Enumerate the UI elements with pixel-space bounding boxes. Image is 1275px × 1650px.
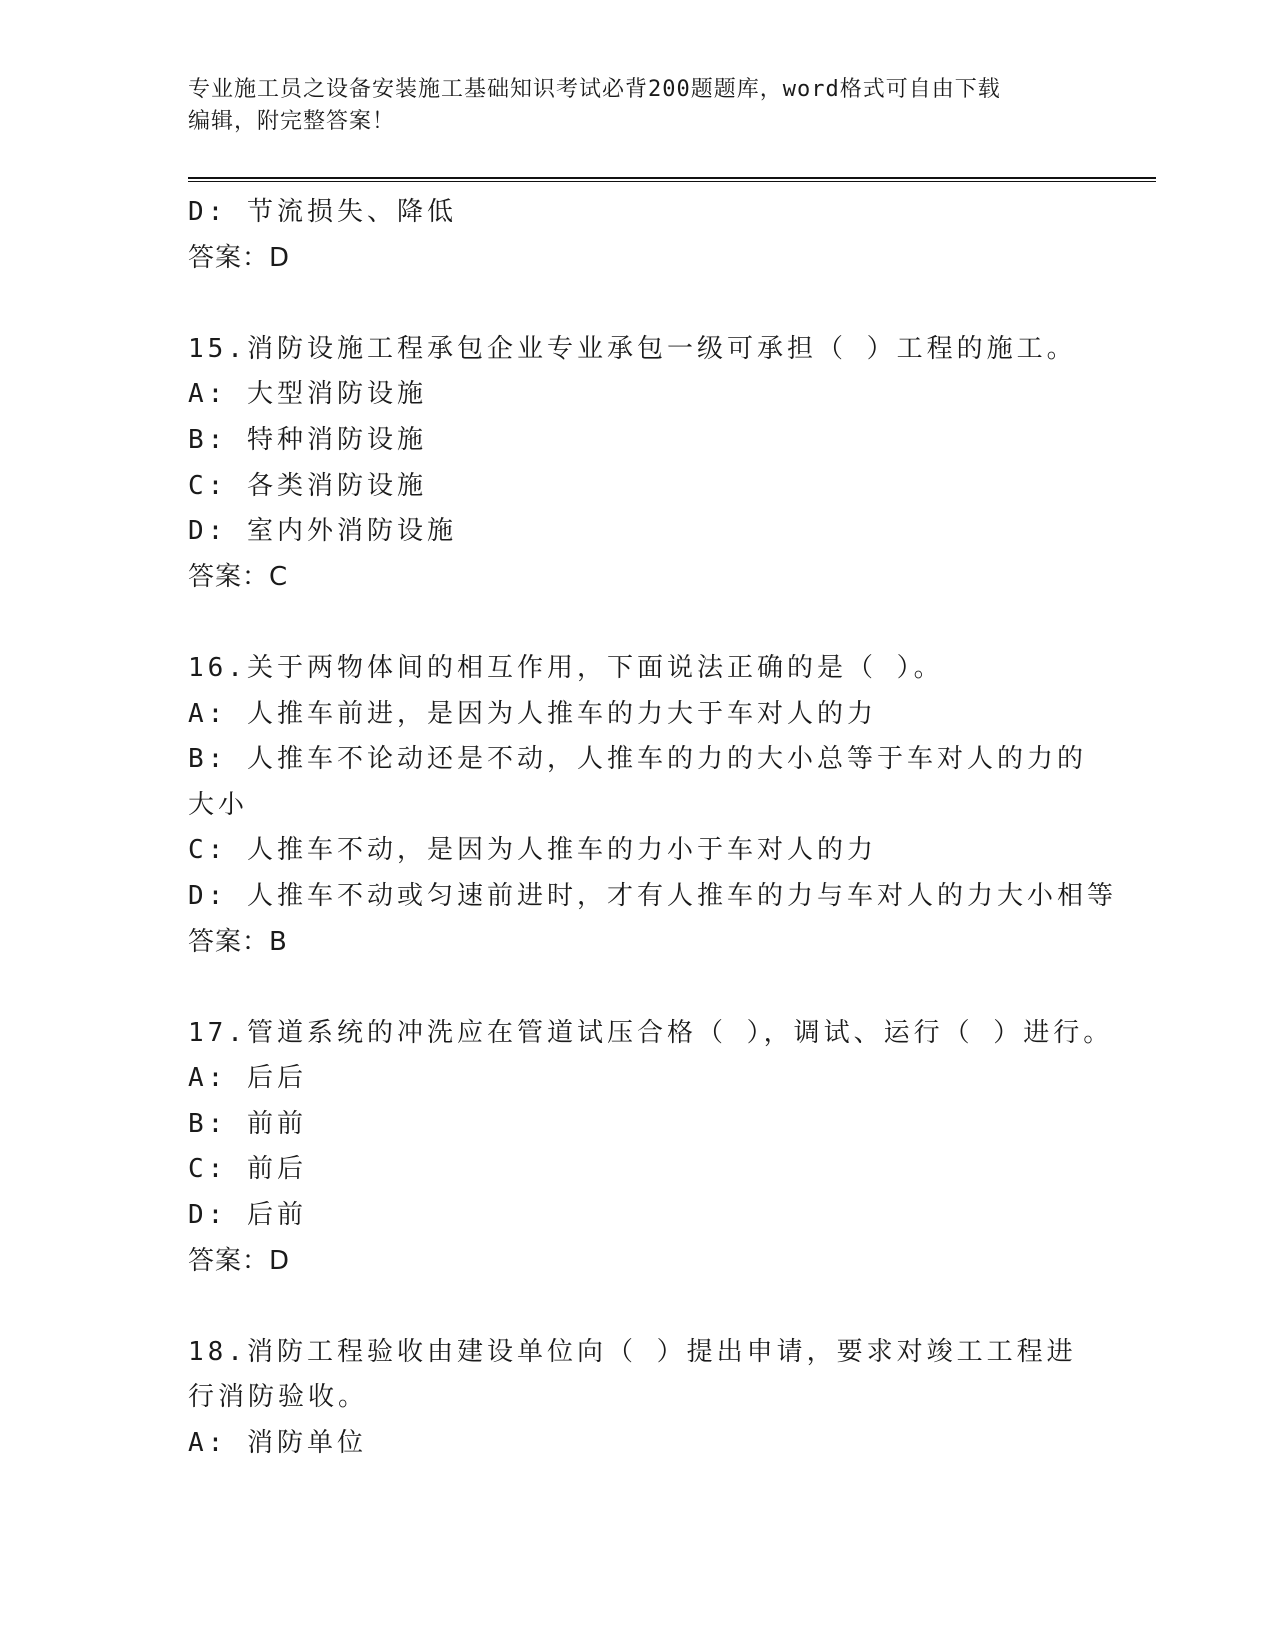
document-header	[188, 74, 1108, 138]
header-divider-thick	[188, 177, 1156, 179]
option-c: C: 各类消防设施	[188, 470, 427, 501]
spacer	[188, 1284, 1088, 1330]
option-b: B: 前前	[188, 1108, 307, 1139]
question-14-tail	[188, 190, 1088, 281]
header-divider-thin	[188, 181, 1156, 182]
option-b: B: 人推车不论动还是不动，人推车的力的大小总等于车对人的力的大小	[188, 744, 1087, 820]
question-stem: 15.消防设施工程承包企业专业承包一级可承担（ ）工程的施工。	[188, 333, 1077, 364]
answer: 答案：D	[188, 242, 291, 273]
option-a: A: 大型消防设施	[188, 379, 427, 410]
option-c: C: 前后	[188, 1154, 307, 1185]
question-stem: 18.消防工程验收由建设单位向（ ）提出申请，要求对竣工工程进行消防验收。	[188, 1336, 1077, 1413]
header-title-line-2: 编辑，附完整答案！	[188, 109, 396, 134]
question-18	[188, 1330, 1088, 1467]
option-a: A: 人推车前进，是因为人推车的力大于车对人的力	[188, 698, 877, 729]
option-a: A: 消防单位	[188, 1428, 367, 1459]
option-d: D: 人推车不动或匀速前进时，才有人推车的力与车对人的力大小相等	[188, 880, 1117, 911]
question-stem: 17.管道系统的冲洗应在管道试压合格（ ），调试、运行（ ）进行。	[188, 1017, 1114, 1048]
spacer	[188, 965, 1088, 1011]
option-b: B: 特种消防设施	[188, 424, 427, 455]
option-d: D: 室内外消防设施	[188, 516, 457, 547]
answer: 答案：D	[188, 1245, 291, 1276]
option-d: D: 后前	[188, 1200, 307, 1231]
question-list	[188, 190, 1117, 1467]
option-c: C: 人推车不动，是因为人推车的力小于车对人的力	[188, 835, 877, 866]
option-d: D: 节流损失、降低	[188, 197, 457, 227]
spacer	[188, 600, 1088, 646]
answer: 答案：B	[188, 926, 288, 957]
question-16	[188, 646, 1117, 965]
header-title-line-1: 专业施工员之设备安装施工基础知识考试必背200题题库，word格式可自由下载	[188, 77, 1001, 102]
answer: 答案：C	[188, 561, 289, 592]
option-a: A: 后后	[188, 1063, 307, 1094]
question-stem: 16.关于两物体间的相互作用，下面说法正确的是（ ）。	[188, 652, 944, 683]
question-17	[188, 1011, 1114, 1285]
question-15	[188, 327, 1088, 601]
spacer	[188, 281, 1088, 327]
